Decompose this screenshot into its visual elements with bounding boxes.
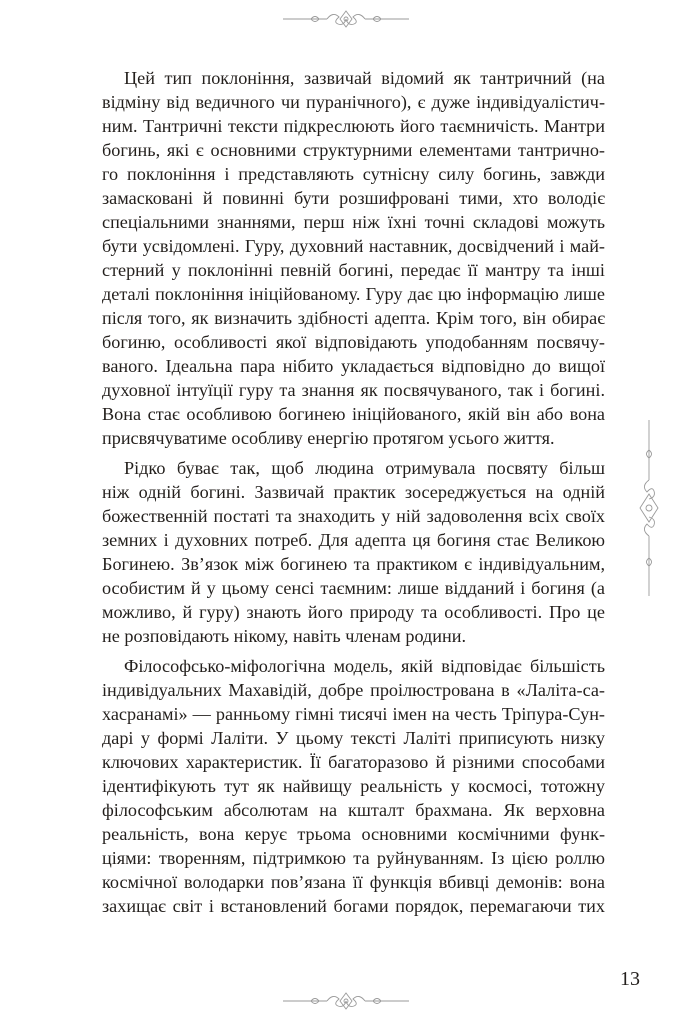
text-line: реальність, вона керує трьома основними космічними функ-	[102, 824, 605, 845]
text-line: го поклоніння і представляють сутнісну силу богинь, завжди	[102, 164, 605, 184]
text-line: божественній постаті та знаходить у ній задоволення всіх своїх	[102, 506, 605, 527]
text-line: ідентифікують тут як найвищу реальність у космосі, тотожну	[102, 776, 605, 797]
text-line: космічної володарки пов’язана її функція вбивці демонів: вона	[102, 872, 605, 893]
text-line: ніж одній богині. Зазвичай практик зосереджується на одній	[102, 482, 605, 503]
text-line: не розповідають нікому, навіть членам родини.	[102, 626, 467, 647]
text-line: особистим й у цьому сенсі таємним: лише відданий і богиня (а	[102, 578, 605, 599]
text-line: відміну від ведичного чи пуранічного), є дуже індивідуалістич-	[102, 92, 605, 112]
text-line: стерний у поклонінні певній богині, передає її мантру та інші	[102, 260, 605, 280]
text-line: після того, як визначить здібності адепта. Крім того, він обирає	[102, 308, 605, 328]
text-line: дарі у формі Лаліти. У цьому тексті Лаліті приписують низку	[102, 728, 605, 749]
text-line: замасковані й повинні бути розшифровані тими, хто володіє	[102, 188, 605, 208]
text-line: хасранамі» — ранньому гімні тисячі імен на честь Тріпура-Сун-	[102, 704, 605, 725]
text-line: ним. Тантричні тексти підкреслюють його таємничість. Мантри	[102, 116, 605, 136]
text-line: богиню, особливості якої відповідають уподобанням посвячу-	[102, 332, 605, 352]
text-line: богинь, які є основними структурними елементами тантрично-	[102, 140, 605, 160]
text-line: Цей тип поклоніння, зазвичай відомий як тантричний (на	[124, 68, 605, 88]
text-line: спеціальними знаннями, перш ніж їхні точні складові можуть	[102, 212, 605, 232]
text-line: захищає світ і встановлений богами порядок, перемагаючи тих	[102, 896, 605, 917]
text-line: ціями: творенням, підтримкою та руйнуванням. Із цією роллю	[102, 848, 605, 869]
text-line: можливо, й гуру) знають його природу та особливості. Про це	[102, 602, 605, 623]
text-line: земних і духовних потреб. Для адепта ця богиня стає Великою	[102, 530, 605, 551]
text-line: Рідко буває так, щоб людина отримувала посвяту більш	[124, 458, 605, 479]
text-line: ваного. Ідеальна пара нібито укладається відповідно до вищої	[102, 356, 605, 376]
text-line: Філософсько-міфологічна модель, якій відповідає більшість	[124, 656, 605, 677]
text-line: бути усвідомлені. Гуру, духовний наставник, досвідчений і май-	[102, 236, 605, 256]
text-line: Богинею. Зв’язок між богинею та практиком є індивідуальним,	[102, 554, 605, 575]
text-line: деталі поклоніння ініційованому. Гуру дає цю інформацію лише	[102, 284, 605, 304]
text-line: індивідуальних Махавідій, добре проілюстрована в «Лаліта-са-	[102, 680, 605, 701]
side-ornament-icon	[636, 420, 662, 596]
bottom-ornament-icon	[281, 990, 411, 1012]
top-ornament-icon	[281, 8, 411, 30]
text-line: філософським абсолютам на кшталт брахмана. Як верховна	[102, 800, 605, 821]
body-text	[102, 66, 605, 918]
text-line: духовної інтуїції гуру та знання як посвячуваного, так і богині.	[102, 380, 605, 400]
text-line: Вона стає особливою богинею ініційованого, якій він або вона	[102, 404, 605, 424]
text-line: присвячуватиме особливу енергію протягом усього життя.	[102, 428, 555, 448]
page-number: 13	[620, 968, 640, 990]
text-line: ключових характеристик. Її багаторазово й різними способами	[102, 752, 605, 773]
